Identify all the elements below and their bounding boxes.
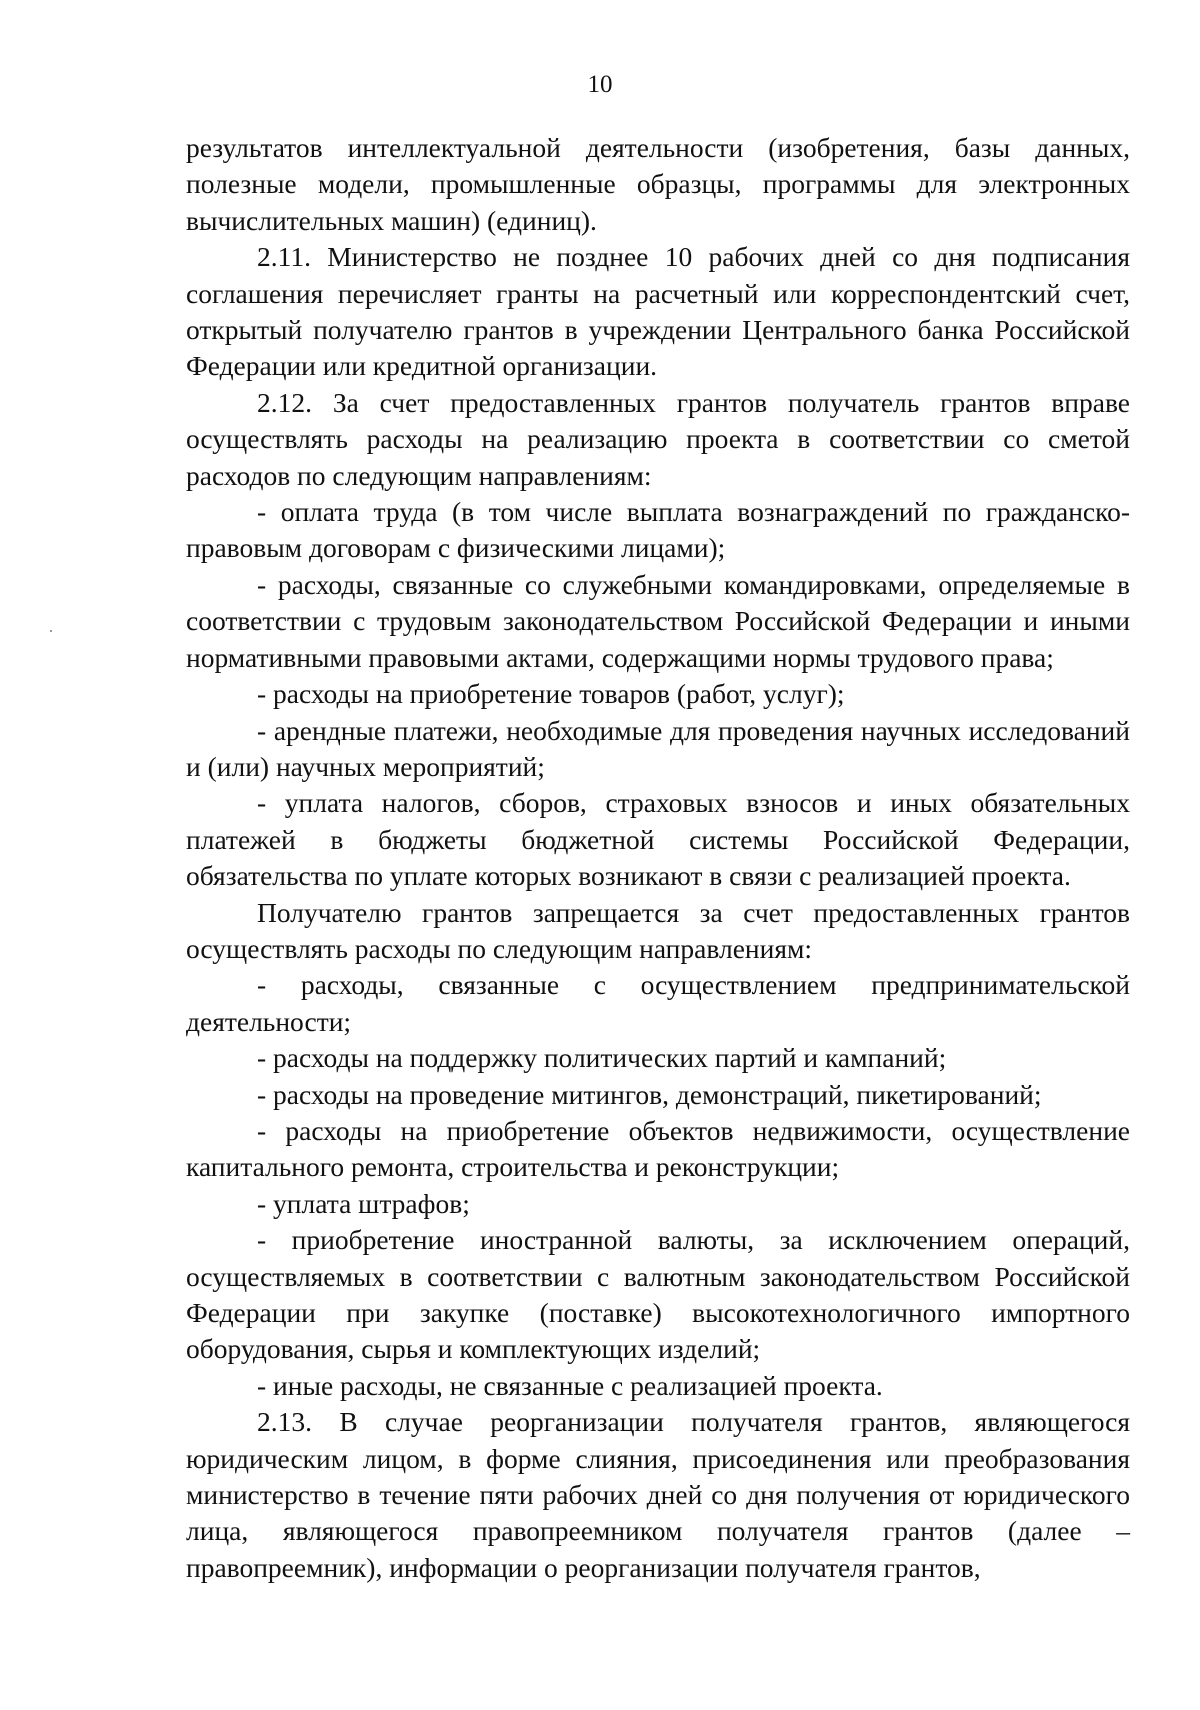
document-body [186,130,1130,1586]
paragraph-2-13: 2.13. В случае реорганизации получателя грантов, являющегося юридическим лицом, в форме слияния, присоединения или преобразования министерство в течение пяти рабочих дней со дня получения от юридического лица, являющегося правопреемником получателя грантов (далее – правопреемник), информации о реорганизации получателя грантов, [186,1406,1130,1583]
list-item-real-estate: - расходы на приобретение объектов недвижимости, осуществление капитального ремонта, строительства и реконструкции; [186,1114,1130,1183]
paragraph-prohibited-expenses: Получателю грантов запрещается за счет предоставленных грантов осуществлять расходы по следующим направлениям: [186,896,1130,964]
scan-speck [50,630,52,632]
list-item-political-support: - расходы на поддержку политических партий и кампаний; [257,1042,947,1074]
list-item-other-expenses: - иные расходы, не связанные с реализацией проекта. [257,1369,883,1401]
list-item-foreign-currency: - приобретение иностранной валюты, за исключением операций, осуществляемых в соответствии с валютным законодательством Российской Федерации при закупке (поставке) высокотехнологичного импортного оборудования, сырья и комплектующих изделий; [186,1224,1130,1365]
list-item-goods-purchase: - расходы на приобретение товаров (работ, услуг); [257,678,845,710]
list-item-taxes: - уплата налогов, сборов, страховых взносов и иных обязательных платежей в бюджеты бюджетной системы Российской Федерации, обязательства по уплате которых возникают в связи с реализацией проекта. [186,787,1130,892]
list-item-business-trips: - расходы, связанные со служебными командировками, определяемые в соответствии с трудовым законодательством Российской Федерации и иными нормативными правовыми актами, содержащими нормы трудового права; [186,568,1130,673]
paragraph-continuation: результатов интеллектуальной деятельности (изобретения, базы данных, полезные модели, промышленные образцы, программы для электронных вычислительных машин) (единиц). [186,132,1130,236]
list-item-rallies: - расходы на проведение митингов, демонстраций, пикетирований; [257,1078,1042,1110]
list-item-labor-payment: - оплата труда (в том числе выплата вознаграждений по гражданско-правовым договорам с физическими лицами); [186,496,1130,564]
list-item-rent-payments: - арендные платежи, необходимые для проведения научных исследований и (или) научных мероприятий; [186,714,1130,782]
list-item-fines: - уплата штрафов; [257,1187,470,1219]
paragraph-2-12: 2.12. За счет предоставленных грантов получатель грантов вправе осуществлять расходы на реализацию проекта в соответствии со сметой расходов по следующим направлениям: [186,386,1130,491]
list-item-business-activity: - расходы, связанные с осуществлением предпринимательской деятельности; [186,969,1130,1037]
paragraph-2-11: 2.11. Министерство не позднее 10 рабочих дней со дня подписания соглашения перечисляет гранты на расчетный или корреспондентский счет, открытый получателю грантов в учреждении Центрального банка Российской Федерации или кредитной организации. [186,241,1130,382]
page-number: 10 [587,71,613,98]
